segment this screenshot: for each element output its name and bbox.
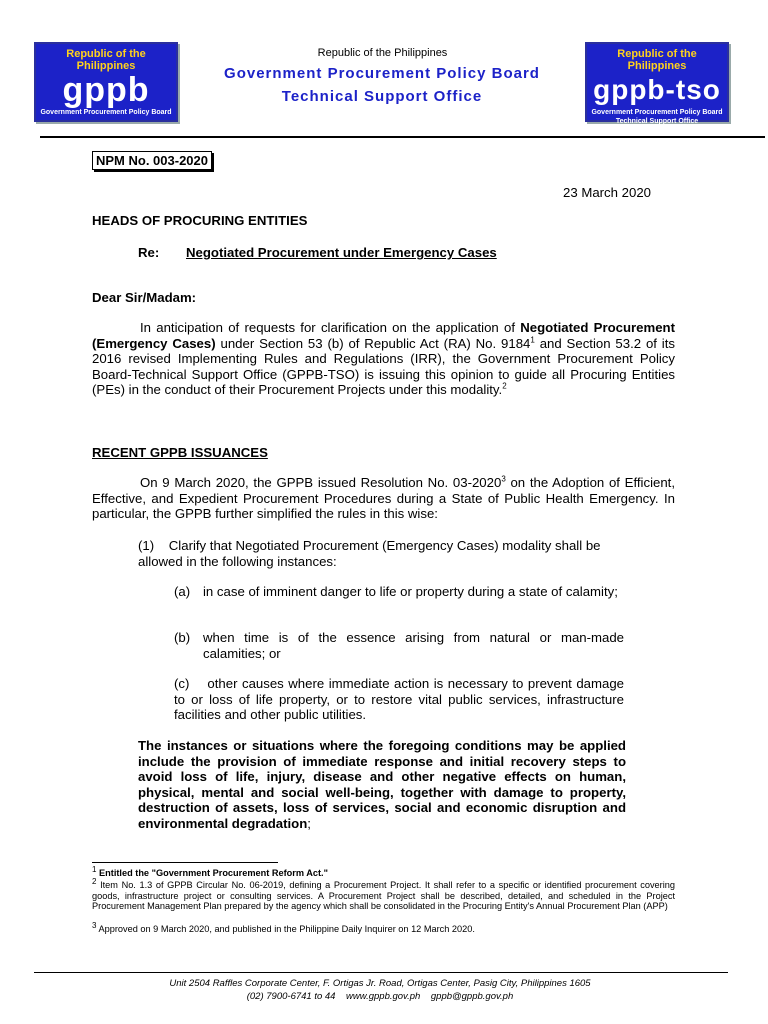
issuance-paragraph: [92, 475, 675, 522]
fn2-number: 2: [92, 876, 97, 886]
footnote-2: [92, 876, 675, 912]
p2-text-1: On 9 March 2020, the GPPB issued Resolution No. 03-2020: [140, 475, 502, 490]
logo-right-big: gppb-tso: [593, 74, 721, 105]
sub-b-text: when time is of the essence arising from natural or man-made calamities; or: [203, 630, 624, 661]
fn1-number: 1: [92, 864, 97, 874]
gppb-logo: [34, 42, 178, 122]
re-label: Re:: [138, 245, 160, 260]
intro-text-3: and Section 53.2 of its 2016 revised Implementing Rules and Regulations (IRR), the Government Procurement Policy Board-Technical Support Office (GPPB-TSO) is issuing this opinion to guide all Procuring Entities (PEs) in the conduct of their Procurement Projects under this modality.: [92, 335, 675, 398]
footer-rule: [34, 972, 728, 973]
republic-label: Republic of the Philippines: [317, 47, 448, 59]
sub-b-label: (b): [174, 630, 191, 645]
addressee: HEADS OF PROCURING ENTITIES: [92, 213, 308, 228]
item1-text: Clarify that Negotiated Procurement (Emergency Cases) modality shall be allowed in the following instances:: [138, 538, 601, 569]
fn3-number: 3: [92, 920, 97, 930]
salutation: Dear Sir/Madam:: [92, 290, 197, 305]
logo-left-sub: Government Procurement Policy Board: [40, 109, 172, 116]
sub-c-text: other causes where immediate action is necessary to prevent damage to or loss of life property, or to restore vital public services, infrastructure facilities and other public utilities.: [174, 676, 625, 723]
re-subject: Negotiated Procurement under Emergency Cases: [186, 245, 497, 260]
intro-text-1: In anticipation of requests for clarification on the application of: [140, 320, 521, 335]
item1-number: (1): [138, 538, 155, 553]
p2-text-2: on the Adoption of Efficient, Effective, and Expedient Procurement Procedures during a State of Public Health Emergency. In particular, the GPPB further simplified the rules in this wise:: [92, 475, 675, 522]
sub-a-text: in case of imminent danger to life or property during a state of calamity;: [203, 584, 618, 599]
footnote-1: [92, 864, 675, 879]
memo-date: 23 March 2020: [563, 185, 651, 200]
logo-right-sub2: Technical Support Office: [615, 118, 699, 125]
intro-paragraph: [92, 320, 675, 398]
logo-right-sub1: Government Procurement Policy Board: [591, 109, 723, 116]
sub-item-a: [174, 584, 624, 600]
logo-left-big: gppb: [62, 71, 150, 109]
footnote-3: [92, 920, 675, 935]
agency-name: Government Procurement Policy Board: [224, 65, 540, 82]
npm-number: NPM No. 003-2020: [92, 151, 212, 170]
gppb-tso-logo: [585, 42, 729, 125]
intro-bold: Negotiated Procurement (Emergency Cases): [92, 320, 675, 351]
sub-item-b: [174, 630, 624, 661]
instances-paragraph: [138, 738, 626, 832]
footnote-rule: [92, 862, 278, 863]
logo-right-top: Republic of the Philippines: [617, 48, 697, 72]
footnote-ref-2: 2: [502, 381, 507, 391]
footer-contact: (02) 7900-6741 to 44 www.gppb.gov.ph gppb@gppb.gov.ph: [246, 991, 514, 1002]
sub-a-label: (a): [174, 584, 191, 599]
intro-text-2: under Section 53 (b) of Republic Act (RA) No. 9184: [215, 335, 531, 351]
sub-c-label: (c): [174, 676, 190, 691]
list-item-1: [138, 538, 638, 569]
section-heading: RECENT GPPB ISSUANCES: [92, 445, 268, 460]
fn1-text: Entitled the "Government Procurement Reform Act.": [99, 868, 328, 878]
instances-text: The instances or situations where the foregoing conditions may be applied include the provision of immediate response and initial recovery steps to avoid loss of life, injury, disease and other negative effects on human, physical, mental and social well-being, together with damage to property, destruction of assets, loss of services, social and economic disruption and environmental degradation: [138, 738, 626, 831]
fn2-text: Item No. 1.3 of GPPB Circular No. 06-2019, defining a Procurement Project. It shall refer to a specific or identified procurement covering goods, infrastructure project or consulting services. A Procurement Project shall be described, detailed, and scheduled in the Project Procurement Management Plan prepared by the agency which shall be consolidated in the Procuring Entity's Annual Procurement Plan (APP): [92, 880, 675, 911]
office-name: Technical Support Office: [281, 88, 483, 105]
footnote-ref-1: 1: [530, 335, 535, 345]
fn3-text: Approved on 9 March 2020, and published in the Philippine Daily Inquirer on 12 March 2020.: [98, 924, 475, 934]
footnote-ref-3: 3: [501, 474, 506, 484]
instances-end: ;: [307, 815, 311, 831]
sub-item-c: [174, 676, 624, 723]
logo-left-top: Republic of the Philippines: [66, 48, 146, 72]
header-rule: [40, 136, 765, 138]
footer-address: Unit 2504 Raffles Corporate Center, F. Ortigas Jr. Road, Ortigas Center, Pasig City, Philippines 1605: [169, 978, 591, 989]
